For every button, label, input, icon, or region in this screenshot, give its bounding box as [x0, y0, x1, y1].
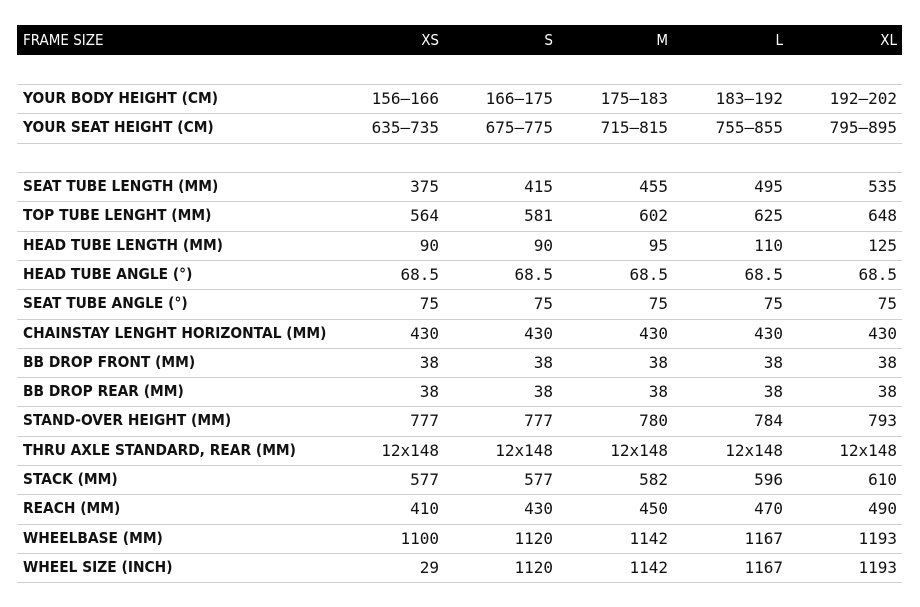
cell-value: 75: [533, 294, 553, 314]
cell-value: 38: [877, 382, 897, 402]
table-row: [17, 231, 902, 260]
cell-value: 38: [533, 352, 553, 372]
cell-value: 470: [754, 499, 783, 519]
cell-value: 780: [639, 411, 668, 431]
cell-value: 38: [648, 382, 668, 402]
cell-value: 38: [877, 352, 897, 372]
header-label: FRAME SIZE: [23, 31, 104, 49]
cell-value: 455: [639, 177, 668, 196]
size-header-m: M: [656, 31, 668, 49]
cell-value: 125: [868, 235, 897, 255]
cell-value: 68.5: [744, 264, 783, 284]
cell-value: 156–166: [371, 89, 439, 108]
cell-value: 777: [410, 411, 439, 431]
row-label: SEAT TUBE LENGTH (MM): [23, 177, 219, 195]
table-row: [17, 260, 902, 289]
cell-value: 1120: [514, 528, 553, 548]
cell-value: 38: [533, 382, 553, 402]
table-row: [17, 465, 902, 494]
row-label: SEAT TUBE ANGLE (°): [23, 294, 188, 313]
cell-value: 625: [754, 206, 783, 226]
row-label: REACH (MM): [23, 499, 121, 518]
row-label: TOP TUBE LENGHT (MM): [23, 206, 212, 225]
cell-value: 183–192: [715, 89, 783, 108]
cell-value: 430: [524, 499, 553, 519]
cell-value: 755–855: [715, 118, 783, 138]
cell-value: 1167: [744, 528, 783, 548]
cell-value: 29: [419, 557, 439, 577]
table-row: [17, 289, 902, 318]
row-divider: [17, 582, 902, 583]
cell-value: 410: [410, 499, 439, 519]
cell-value: 68.5: [514, 264, 553, 284]
cell-value: 12x148: [381, 440, 439, 460]
cell-value: 793: [868, 411, 897, 431]
cell-value: 90: [533, 235, 553, 255]
table-row: [17, 201, 902, 230]
cell-value: 38: [763, 352, 783, 372]
cell-value: 535: [868, 177, 897, 196]
table-row: [17, 494, 902, 523]
cell-value: 430: [639, 323, 668, 343]
cell-value: 1120: [514, 557, 553, 577]
cell-value: 490: [868, 499, 897, 519]
cell-value: 38: [763, 382, 783, 402]
cell-value: 582: [639, 470, 668, 489]
cell-value: 577: [524, 470, 553, 489]
cell-value: 38: [419, 382, 439, 402]
cell-value: 12x148: [495, 440, 553, 460]
cell-value: 68.5: [629, 264, 668, 284]
table-row: [17, 553, 902, 582]
cell-value: 1193: [858, 557, 897, 577]
cell-value: 38: [419, 352, 439, 372]
cell-value: 95: [648, 235, 668, 255]
cell-value: 1142: [629, 528, 668, 548]
size-header-xs: XS: [421, 31, 439, 49]
cell-value: 602: [639, 206, 668, 226]
cell-value: 110: [754, 235, 783, 255]
table-row: [17, 319, 902, 348]
cell-value: 715–815: [600, 118, 668, 138]
cell-value: 795–895: [829, 118, 897, 138]
cell-value: 12x148: [839, 440, 897, 460]
cell-value: 175–183: [600, 89, 668, 108]
cell-value: 675–775: [485, 118, 553, 138]
row-label: STAND-OVER HEIGHT (MM): [23, 411, 232, 430]
row-label: THRU AXLE STANDARD, REAR (MM): [23, 440, 296, 459]
cell-value: 564: [410, 206, 439, 226]
size-header-l: L: [775, 31, 783, 49]
size-header-s: S: [544, 31, 553, 49]
cell-value: 1167: [744, 557, 783, 577]
cell-value: 75: [877, 294, 897, 314]
cell-value: 75: [763, 294, 783, 314]
row-label: HEAD TUBE LENGTH (MM): [23, 235, 223, 254]
cell-value: 1193: [858, 528, 897, 548]
cell-value: 430: [524, 323, 553, 343]
cell-value: 68.5: [400, 264, 439, 284]
cell-value: 12x148: [610, 440, 668, 460]
cell-value: 648: [868, 206, 897, 226]
row-label: CHAINSTAY LENGHT HORIZONTAL (MM): [23, 323, 327, 342]
table-header: [17, 25, 902, 55]
cell-value: 596: [754, 470, 783, 489]
cell-value: 577: [410, 470, 439, 489]
cell-value: 777: [524, 411, 553, 431]
cell-value: 430: [754, 323, 783, 343]
cell-value: 430: [410, 323, 439, 343]
row-label: YOUR BODY HEIGHT (CM): [23, 89, 219, 107]
row-label: WHEELBASE (MM): [23, 528, 163, 547]
cell-value: 1142: [629, 557, 668, 577]
row-label: YOUR SEAT HEIGHT (CM): [23, 118, 214, 137]
table-row: [17, 436, 902, 465]
cell-value: 38: [648, 352, 668, 372]
table-row: [17, 348, 902, 377]
cell-value: 12x148: [725, 440, 783, 460]
table-row: [17, 172, 902, 201]
size-header-xl: XL: [880, 31, 897, 49]
row-label: WHEEL SIZE (INCH): [23, 557, 173, 576]
cell-value: 784: [754, 411, 783, 431]
table-row: [17, 406, 902, 435]
table-row: [17, 377, 902, 406]
cell-value: 1100: [400, 528, 439, 548]
table-row: [17, 524, 902, 553]
table-row: [17, 113, 902, 142]
cell-value: 375: [410, 177, 439, 196]
cell-value: 68.5: [858, 264, 897, 284]
cell-value: 610: [868, 470, 897, 489]
cell-value: 635–735: [371, 118, 439, 138]
row-divider: [17, 143, 902, 144]
cell-value: 75: [648, 294, 668, 314]
row-label: HEAD TUBE ANGLE (°): [23, 264, 193, 283]
cell-value: 415: [524, 177, 553, 196]
table-row: [17, 84, 902, 113]
row-label: BB DROP REAR (MM): [23, 382, 184, 401]
row-label: BB DROP FRONT (MM): [23, 352, 196, 371]
cell-value: 450: [639, 499, 668, 519]
cell-value: 192–202: [829, 89, 897, 108]
cell-value: 90: [419, 235, 439, 255]
cell-value: 166–175: [485, 89, 553, 108]
cell-value: 495: [754, 177, 783, 196]
cell-value: 581: [524, 206, 553, 226]
cell-value: 430: [868, 323, 897, 343]
cell-value: 75: [419, 294, 439, 314]
row-label: STACK (MM): [23, 470, 118, 488]
